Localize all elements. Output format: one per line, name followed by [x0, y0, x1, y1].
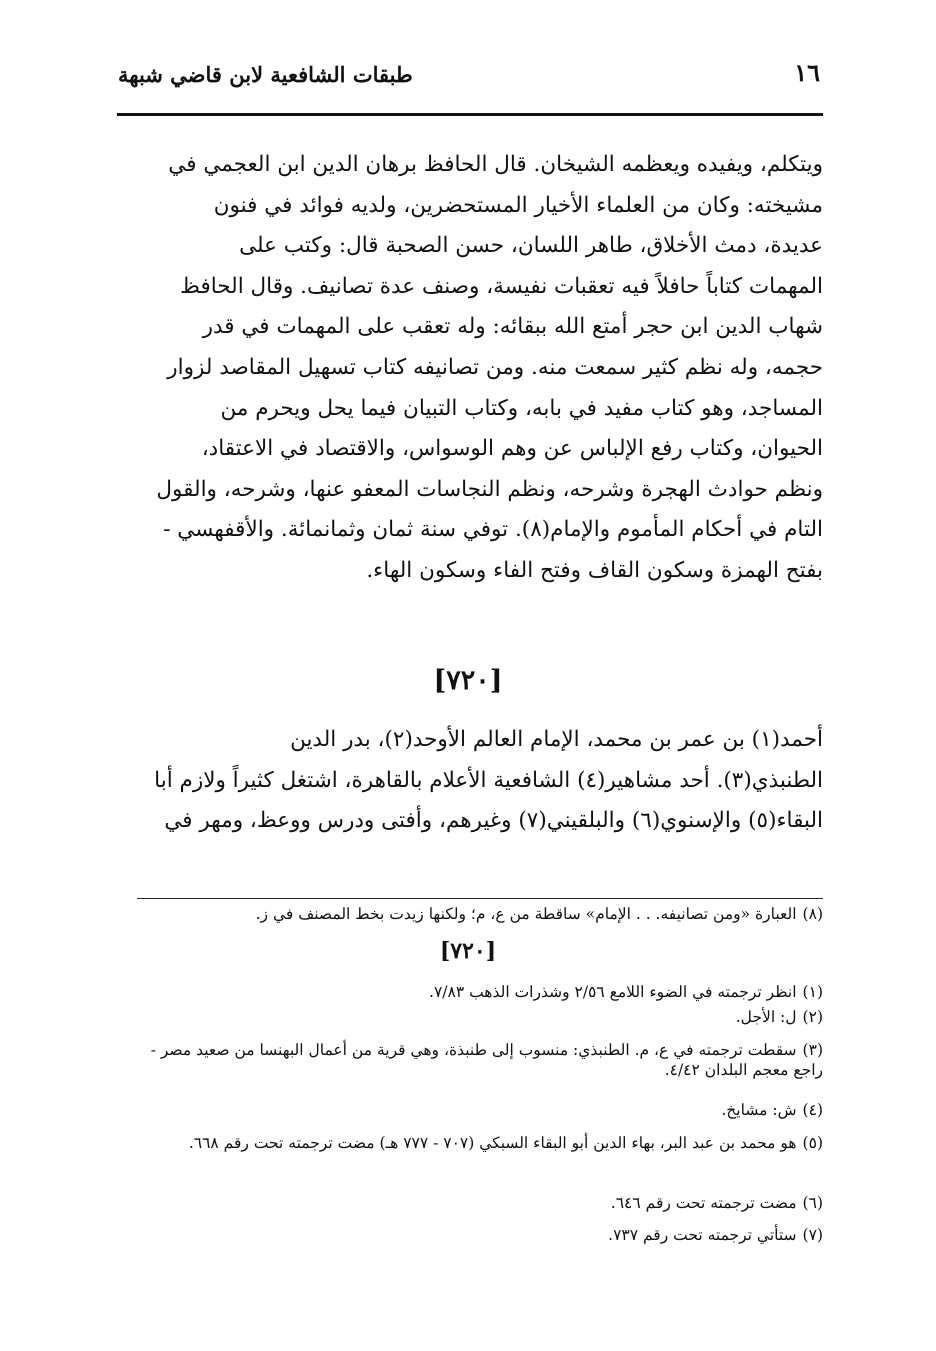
- footnote: [130, 1193, 823, 1213]
- footnote-number: (٤): [802, 1101, 823, 1119]
- page-number: ١٦: [794, 58, 820, 87]
- footnote: [130, 1225, 823, 1245]
- footnote: [130, 1100, 823, 1120]
- text-line: المساجد، وهو كتاب مفيد في بابه، وكتاب التبيان فيما يحل ويحرم من: [220, 395, 823, 421]
- text-line: عديدة، دمث الأخلاق، طاهر اللسان، حسن الصحبة قال: وكتب على: [239, 233, 823, 259]
- text-line: البقاء(٥) والإسنوي(٦) والبلقيني(٧) وغيرهم، وأفتى ودرس ووعظ، ومهر في: [164, 808, 823, 834]
- footnote-text: سقطت ترجمته في ع، م. الطنبذي: منسوب إلى طنبذة، وهي قرية من أعمال البهنسا من صعيد مصر - راجع معجم البلدان ٤/٤٢.: [150, 1041, 823, 1079]
- text-line: المهمات كتاباً حافلاً فيه تعقبات نفيسة، وصنف عدة تصانيف. وقال الحافظ: [180, 273, 823, 299]
- text-line: التام في أحكام المأموم والإمام(٨). توفي سنة ثمان وثمانمائة. والأقفهسي -: [163, 517, 823, 543]
- text-line: حجمه، وله نظم كثير سمعت منه. ومن تصانيفه كتاب تسهيل المقاصد لزوار: [167, 354, 823, 380]
- footnote-text: العبارة «ومن تصانيفه. . . الإمام» ساقطة من ع، م؛ ولكنها زيدت بخط المصنف في ز.: [255, 905, 797, 923]
- footnote-text: ستأتي ترجمته تحت رقم ٧٣٧.: [608, 1226, 797, 1244]
- text-line: ونظم حوادث الهجرة وشرحه، ونظم النجاسات المعفو عنها، وشرحه، والقول: [156, 476, 823, 502]
- text-line: شهاب الدين ابن حجر أمتع الله ببقائه: وله تعقب على المهمات في قدر: [202, 314, 823, 340]
- text-line: الحيوان، وكتاب رفع الإلباس عن وهم الوسواس، والاقتصاد في الاعتقاد،: [201, 436, 823, 462]
- text-line: ويتكلم، ويفيده ويعظمه الشيخان. قال الحافظ برهان الدين ابن العجمي في: [168, 152, 823, 177]
- body-paragraph-entry: [130, 720, 823, 842]
- footnote: [130, 1133, 823, 1153]
- footnote-text: انظر ترجمته في الضوء اللامع ٢/٥٦ وشذرات الذهب ٧/٨٣.: [429, 983, 797, 1001]
- footnote-number: (١): [802, 983, 823, 1001]
- footnote-separator: [137, 898, 823, 899]
- text-line: مشيخته: وكان من العلماء الأخيار المستحضرين، ولديه فوائد في فنون: [213, 192, 823, 218]
- footnote: [130, 904, 823, 924]
- footnote-number: (٧): [802, 1226, 823, 1244]
- footnote-text: ل: الأجل.: [735, 1008, 797, 1026]
- footnote-text: ش: مشايخ.: [721, 1101, 797, 1119]
- text-line: بفتح الهمزة وسكون القاف وفتح الفاء وسكون الهاء.: [366, 557, 823, 583]
- body-paragraph-continued: [130, 145, 823, 592]
- footnote: [130, 1007, 823, 1027]
- entry-number-heading: [٧٢٠]: [433, 665, 503, 696]
- text-line: أحمد(١) بن عمر بن محمد، الإمام العالم الأوحد(٢)، بدر الدين: [290, 727, 823, 752]
- running-header-title: طبقات الشافعية لابن قاضي شبهة: [118, 62, 413, 87]
- footnote-number: (٣): [802, 1041, 823, 1059]
- footnote: [130, 1040, 823, 1080]
- footnote: [130, 982, 823, 1002]
- footnote-text: هو محمد بن عبد البر، بهاء الدين أبو البقاء السبكي (٧٠٧ - ٧٧٧ هـ) مضت ترجمته تحت رقم ٦٦٨.: [188, 1134, 797, 1152]
- footnote-number: (٦): [802, 1194, 823, 1212]
- text-line: الطنبذي(٣). أحد مشاهير(٤) الشافعية الأعلام بالقاهرة، اشتغل كثيراً ولازم أبا: [154, 767, 823, 793]
- footnote-text: مضت ترجمته تحت رقم ٦٤٦.: [610, 1194, 797, 1212]
- header-rule: [117, 113, 823, 116]
- footnote-number: (٥): [802, 1134, 823, 1152]
- footnote-number: (٢): [802, 1008, 823, 1026]
- footnote-entry-heading: [٧٢٠]: [439, 938, 497, 964]
- footnote-number: (٨): [802, 905, 823, 923]
